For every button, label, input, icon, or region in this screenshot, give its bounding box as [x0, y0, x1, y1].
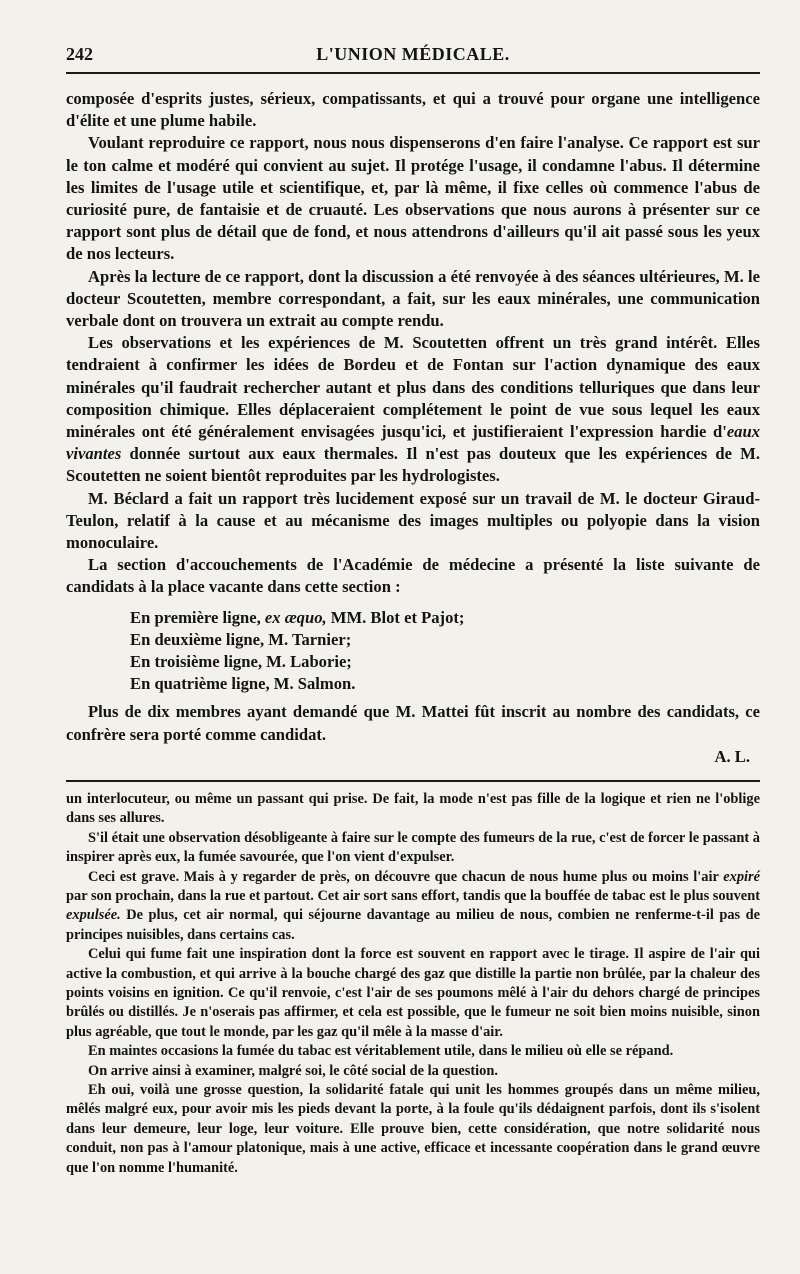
feuilleton-paragraph-6: On arrive ainsi à examiner, malgré soi, le côté social de la question.: [88, 1062, 498, 1079]
f3-text-a: Ceci est grave. Mais à y regarder de près, on découvre que chacun de nous hume plus ou moins l'air: [88, 868, 724, 885]
candidate-list: [130, 607, 760, 696]
feuilleton-paragraph-5: En maintes occasions la fumée du tabac est véritablement utile, dans le milieu où elle se répand.: [88, 1043, 674, 1060]
candidate-line-2: En deuxième ligne, M. Tarnier;: [130, 629, 352, 649]
feuilleton-rule: [66, 780, 760, 782]
paragraph-3: Après la lecture de ce rapport, dont la discussion a été renvoyée à des séances ultérieures, M. le docteur Scoutetten, membre correspondant, a fait, sur les eaux minérales, une communication verbale dont on trouvera un extrait au compte rendu.: [66, 266, 760, 331]
paragraph-7: Plus de dix membres ayant demandé que M. Mattei fût inscrit au nombre des candidats, ce confrère sera porté comme candidat.: [66, 702, 760, 744]
f3-emphasis-2: expulsée.: [66, 907, 121, 924]
signature: A. L.: [714, 746, 750, 766]
paragraph-4-text-a: Les observations et les expériences de M. Scoutetten offrent un très grand intérêt. Elles tendraient à confirmer les idées de Bordeu et de Fontan sur l'action dynamique des eaux minérales qu'il faudrait rechercher autant et plus dans des conditions telluriques que dans leur composition chimique. Elles déplaceraient complétement le point de vue sous lequel les eaux minérales ont été généralement envisagées jusqu'ici, et justifieraient l'expression hardie d': [66, 333, 760, 442]
feuilleton-paragraph-3: [66, 868, 760, 946]
f3-text-c: De plus, cet air normal, qui séjourne davantage au milieu de nous, combien ne renferme-t-il pas de principes nuisibles, dans certains cas.: [66, 907, 760, 943]
feuilleton-paragraph-7: Eh oui, voilà une grosse question, la solidarité fatale qui unit les hommes groupés dans un même milieu, mêlés malgré eux, pour avoir mis les pieds devant la porte, à la foule qu'ils dédaignent parfois, dont ils s'isolent dans leur demeure, leur loge, leur voiture. Elle prouve bien, cette considération, que notre solidarité nous conduit, non pas à l'amour platonique, mais à une active, efficace et incessante coopération dans le grand œuvre que l'on nomme l'humanité.: [66, 1081, 760, 1176]
paragraph-4: [66, 332, 760, 487]
candidate-line-3: En troisième ligne, M. Laborie;: [130, 652, 352, 672]
candidate-line-4: En quatrième ligne, M. Salmon.: [130, 674, 356, 694]
candidate-1-text-a: En première ligne,: [130, 607, 265, 627]
paragraph-1: composée d'esprits justes, sérieux, compatissants, et qui a trouvé pour organe une intelligence d'élite et une plume habile.: [66, 89, 760, 131]
candidate-1-text-b: MM. Blot et Pajot;: [326, 607, 465, 627]
paragraph-4-emphasis: eaux vivantes: [66, 422, 760, 464]
main-article: [66, 88, 760, 768]
feuilleton: [66, 790, 760, 1178]
paragraph-5: M. Béclard a fait un rapport très lucidement exposé sur un travail de M. le docteur Giraud-Teulon, relatif à la cause et au mécanisme des images multiples ou polyopie dans la vision monoculaire.: [66, 488, 760, 553]
running-header: [66, 40, 760, 66]
page-number: 242: [66, 44, 93, 64]
journal-title: L'UNION MÉDICALE.: [316, 44, 510, 64]
feuilleton-paragraph-1: un interlocuteur, ou même un passant qui prise. De fait, la mode n'est pas fille de la logique et rien ne l'oblige dans ses allures.: [66, 790, 760, 827]
paragraph-6: La section d'accouchements de l'Académie de médecine a présenté la liste suivante de candidats à la place vacante dans cette section :: [66, 555, 760, 597]
paragraph-2: Voulant reproduire ce rapport, nous nous dispenserons d'en faire l'analyse. Ce rapport est sur le ton calme et modéré qui convient au sujet. Il protége l'usage, il condamne l'abus. Il détermine les limites de l'usage utile et scientifique, et, par là même, il fixe celles où commence l'abus de curiosité pure, de fantaisie et de cruauté. Les observations que nous aurons à présenter sur ce rapport sont plus de détail que de fond, et nous attendrons d'ailleurs qu'il ait passé sous les yeux de nos lecteurs.: [66, 133, 760, 264]
feuilleton-paragraph-4: Celui qui fume fait une inspiration dont la force est souvent en rapport avec le tirage. Il aspire de l'air qui active la combustion, et qui arrive à la bouche chargé des gaz que distille la partie non brûlée, par la chaleur des points voisins en ignition. Ce qu'il renvoie, c'est l'air de ses poumons mêlé à l'air du dehors chargé de principes brûlés ou distillés. Je n'oserais pas affirmer, et cela est possible, que le fumeur ne soit bien moins nuisible, sinon plus agréable, que tout le monde, par les gaz qu'il mêle à la masse d'air.: [66, 946, 760, 1040]
feuilleton-paragraph-2: S'il était une observation désobligeante à faire sur le compte des fumeurs de la rue, c'est de forcer le passant à inspirer après eux, la fumée savourée, que l'on vient d'expulser.: [66, 829, 760, 866]
f3-emphasis-1: expiré: [723, 868, 760, 885]
paragraph-4-text-b: donnée surtout aux eaux thermales. Il n'est pas douteux que les expériences de M. Scoutetten ne soient bientôt reproduites par les hydrologistes.: [66, 444, 760, 486]
candidate-line-1: [130, 607, 760, 629]
candidate-1-emphasis: ex æquo,: [264, 607, 327, 627]
f3-text-b: par son prochain, dans la rue et partout. Cet air sort sans effort, tandis que la bouffée de tabac est le plus souvent: [66, 887, 760, 904]
header-rule: [66, 72, 760, 74]
